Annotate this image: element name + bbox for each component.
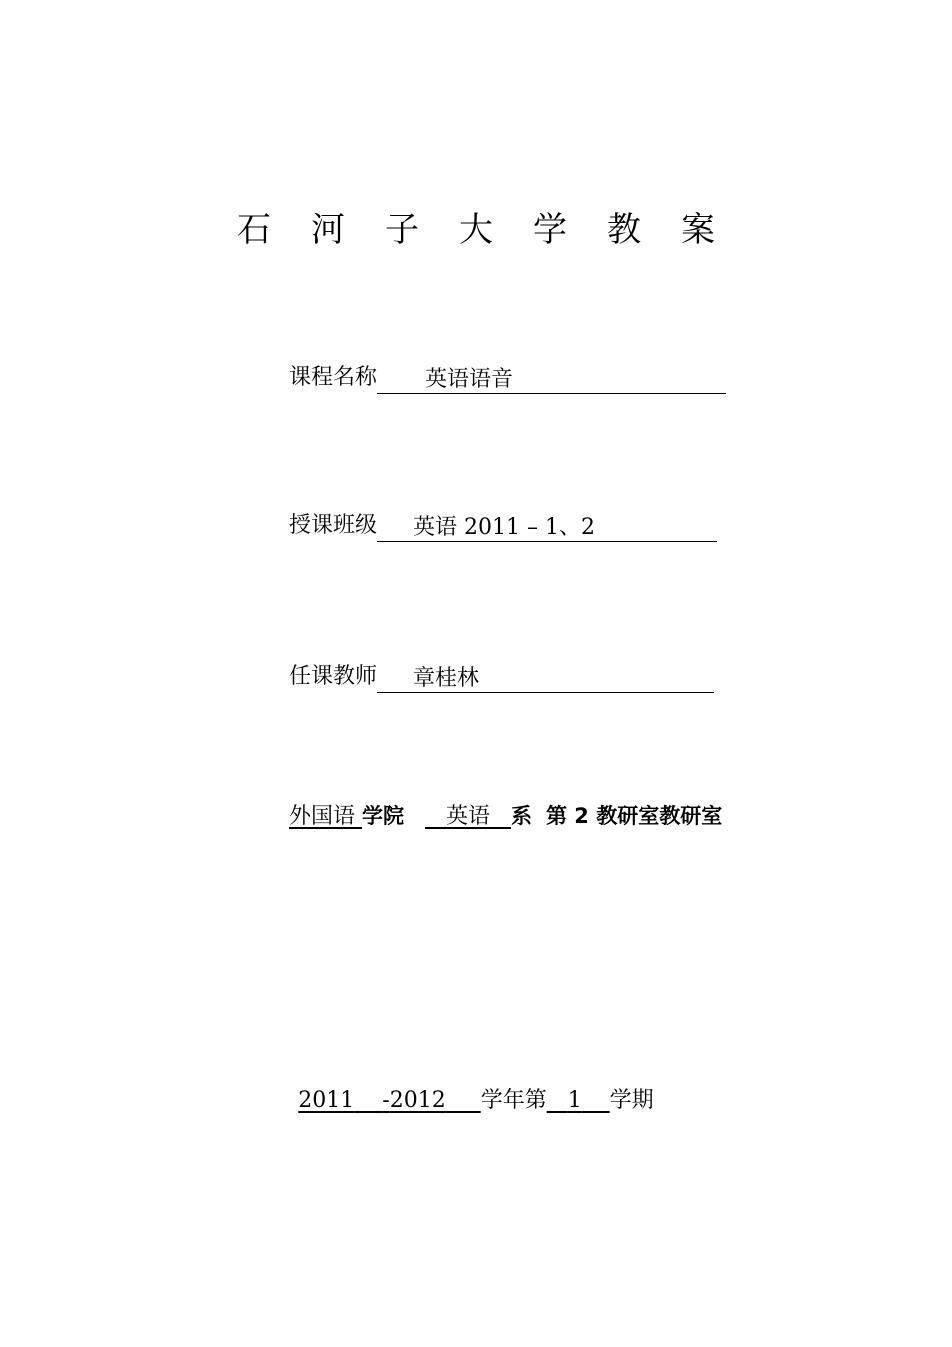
semester-number: 1 [567,1088,582,1113]
title-char: 教 [607,210,641,250]
class-value: 英语 2011 – 1、2 [377,514,717,542]
department-line [289,800,722,833]
teacher-label: 任课教师 [289,664,378,689]
title-char: 子 [385,210,419,250]
title-char: 案 [681,210,715,250]
end-year: 2012 [389,1088,446,1113]
class-label: 授课班级 [289,513,378,538]
major-suffix: 系 [510,804,532,828]
course-name-field [289,362,726,394]
year-separator: - [382,1088,390,1113]
start-year: 2011 [298,1088,355,1113]
term-line [0,1085,952,1117]
title-char: 河 [311,210,345,250]
teacher-value: 章桂林 [377,665,714,693]
college-suffix: 学院 [362,804,405,828]
office-name: 第 2 教研室教研室 [545,804,723,828]
teacher-field [289,661,714,693]
title-char: 石 [237,210,271,250]
major-name: 英语 [445,804,490,829]
course-name-label: 课程名称 [289,365,378,390]
title-char: 学 [533,210,567,250]
college-name: 外国语 [289,804,356,829]
course-name-value: 英语语音 [377,366,726,394]
document-title [0,204,952,256]
semester-suffix: 学期 [609,1088,654,1113]
year-suffix: 学年第 [480,1088,547,1113]
title-char: 大 [459,210,493,250]
class-field [289,510,717,542]
